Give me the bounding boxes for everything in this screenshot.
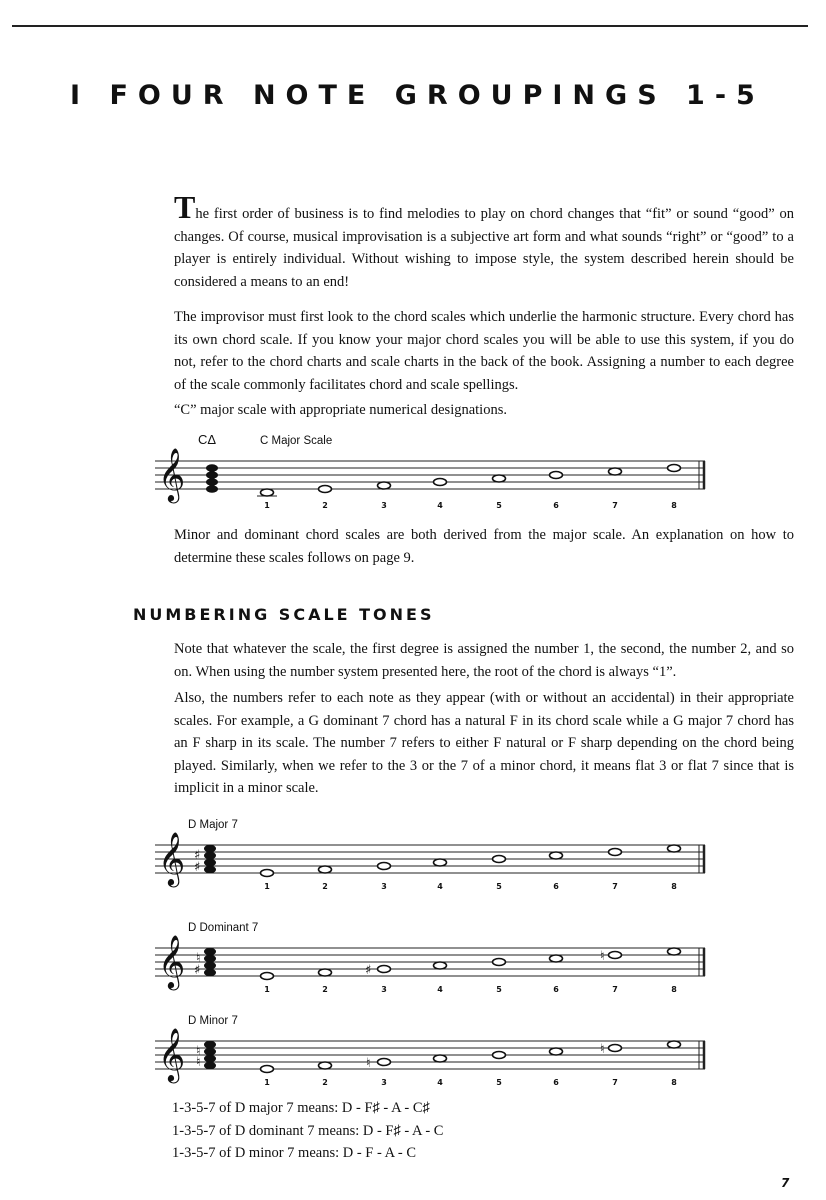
degree-number: 3 [381, 1078, 387, 1087]
degree-number: 7 [612, 985, 618, 994]
section-paragraph-1: Note that whatever the scale, the first degree is assigned the number 1, the second, the number 2, and so on. When using the number system presented here, the root of the chord is always “1”. [174, 641, 794, 680]
sharp-icon: ♯ [365, 963, 372, 978]
degree-number: 8 [671, 985, 677, 994]
section-heading: NUMBERING SCALE TONES [133, 605, 435, 624]
treble-clef-icon: 𝄞 [158, 1027, 186, 1081]
degree-number: 2 [322, 501, 328, 510]
degree-number: 4 [437, 985, 443, 994]
sharp-icon: ♯ [194, 963, 201, 978]
degree-number: 8 [671, 882, 677, 891]
d-major7-staff [140, 812, 720, 892]
scale-notes [261, 948, 681, 980]
degree-number: 7 [612, 882, 618, 891]
degree-numbers [264, 985, 677, 994]
natural-icon: ♮ [600, 949, 605, 964]
c-chord-symbol: CΔ [198, 432, 217, 447]
degree-number: 1 [264, 1078, 270, 1087]
intro-paragraph-1-text: he first order of business is to find melodies to play on chord changes that “fit” or sound “good” on changes. Of course, musical improvisation is a subjective art form and what sounds “right” or “good” to a player is entirely individual. Without wishing to impose style, the system described herein should be considered a means to an end! [174, 206, 794, 290]
degree-number: 6 [553, 985, 559, 994]
degree-number: 1 [264, 985, 270, 994]
degree-number: 4 [437, 1078, 443, 1087]
scale-notes [261, 845, 681, 877]
natural-icon: ♮ [366, 1056, 371, 1071]
treble-clef-icon: 𝄞 [158, 831, 186, 885]
degree-number: 5 [496, 882, 502, 891]
intro-paragraph-2: The improvisor must first look to the chord scales which underlie the harmonic structure. Every chord has its own chord scale. If you know your major chord scales you will be able to use this system, if you do not, refer to the chord charts and scale charts in the back of the book. Assigning a number to each degree of the scale commonly facilitates chord and scale spellings. [174, 309, 794, 393]
intro-paragraph-1 [174, 189, 794, 293]
sharp-icon: ♯ [194, 860, 201, 875]
degree-number: 6 [553, 882, 559, 891]
degree-number: 6 [553, 1078, 559, 1087]
degree-number: 8 [671, 1078, 677, 1087]
intro-paragraph-3: “C” major scale with appropriate numerical designations. [174, 402, 507, 418]
spelling-line: 1-3-5-7 of D major 7 means: D - F♯ - A - C♯ [172, 1100, 430, 1116]
degree-number: 3 [381, 882, 387, 891]
degree-number: 5 [496, 1078, 502, 1087]
degree-number: 4 [437, 882, 443, 891]
page-number: 7 [781, 1176, 790, 1190]
degree-number: 3 [381, 501, 387, 510]
staff-label: D Minor 7 [188, 1015, 238, 1027]
treble-clef-icon: 𝄞 [158, 447, 186, 501]
natural-icon: ♮ [600, 1042, 605, 1057]
degree-numbers [264, 882, 677, 891]
degree-number: 1 [264, 882, 270, 891]
intro-paragraph-4: Minor and dominant chord scales are both derived from the major scale. An explanation on how to determine these scales follows on page 9. [174, 527, 794, 566]
section-paragraph-2: Also, the numbers refer to each note as they appear (with or without an accidental) in their appropriate scales. For example, a G dominant 7 chord has a natural F in its chord scale while a G major 7 chord has an F sharp in its scale. The number 7 refers to either F natural or F sharp depending on the chord being played. Similarly, when we refer to the 3 or the 7 of a minor chord, it means flat 3 or flat 7 since that is implicit in a minor scale. [174, 690, 794, 796]
scale-notes [261, 1041, 681, 1073]
degree-number: 2 [322, 1078, 328, 1087]
degree-number: 5 [496, 501, 502, 510]
staff-label: D Dominant 7 [188, 922, 259, 934]
d-minor7-staff [140, 1008, 720, 1088]
degree-number: 6 [553, 501, 559, 510]
degree-number: 5 [496, 985, 502, 994]
c-scale-notes [261, 465, 681, 497]
c-degree-numbers [264, 501, 677, 510]
sharp-icon: ♯ [194, 848, 201, 863]
degree-number: 7 [612, 1078, 618, 1087]
degree-number: 7 [612, 501, 618, 510]
degree-number: 1 [264, 501, 270, 510]
degree-number: 2 [322, 985, 328, 994]
natural-icon: ♮ [196, 1044, 201, 1059]
c-scale-label: C Major Scale [260, 435, 333, 447]
c-major-staff [140, 428, 720, 508]
spelling-line: 1-3-5-7 of D minor 7 means: D - F - A - C [172, 1145, 417, 1161]
degree-number: 2 [322, 882, 328, 891]
degree-numbers [264, 1078, 677, 1087]
treble-clef-icon: 𝄞 [158, 934, 186, 988]
d-dominant7-staff [140, 915, 720, 995]
top-rule [12, 25, 808, 27]
c-chord-stack [206, 464, 218, 493]
natural-icon: ♮ [196, 1055, 201, 1070]
degree-number: 8 [671, 501, 677, 510]
chapter-title: I FOUR NOTE GROUPINGS 1-5 [70, 80, 765, 111]
degree-number: 3 [381, 985, 387, 994]
drop-cap: T [174, 189, 196, 225]
spelling-line: 1-3-5-7 of D dominant 7 means: D - F♯ - A - C [172, 1123, 444, 1139]
staff-label: D Major 7 [188, 819, 238, 831]
natural-icon: ♮ [196, 951, 201, 966]
degree-number: 4 [437, 501, 443, 510]
